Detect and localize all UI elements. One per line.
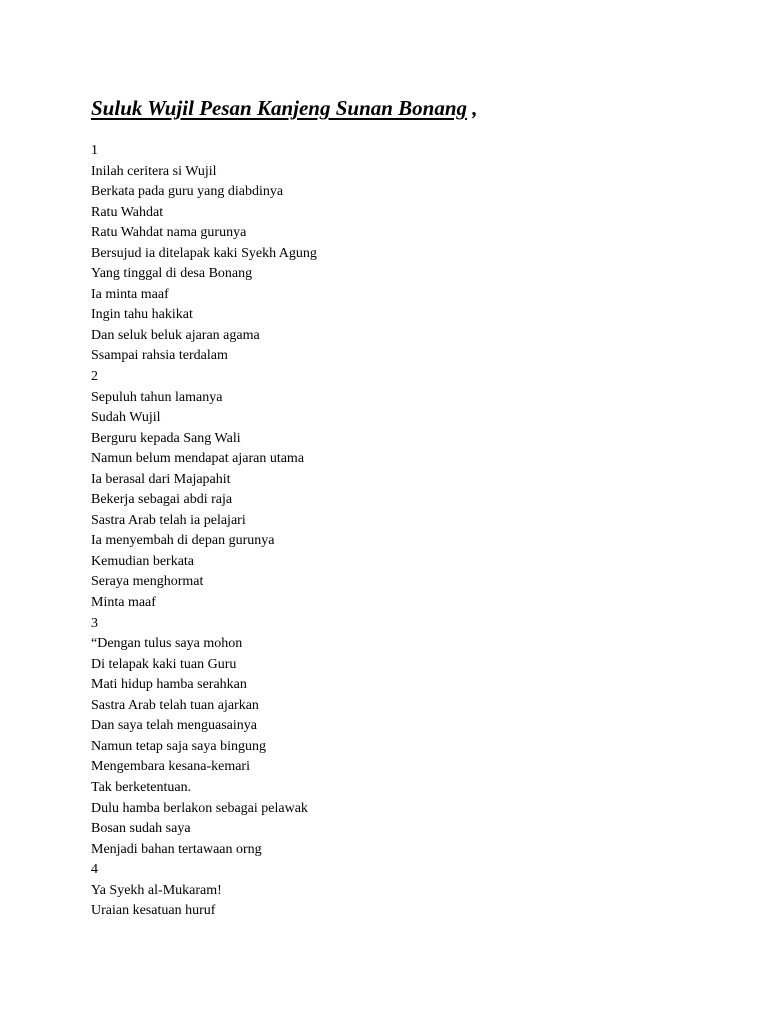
poem-line: Dulu hamba berlakon sebagai pelawak [91,800,308,816]
poem-line: Bekerja sebagai abdi raja [91,492,233,508]
document-title-text: Suluk Wujil Pesan Kanjeng Sunan Bonang [91,96,468,120]
poem-line: Yang tinggal di desa Bonang [91,266,253,282]
poem-line: Ratu Wahdat nama gurunya [91,225,247,241]
poem-line: Berguru kepada Sang Wali [91,430,241,446]
poem-line: Namun belum mendapat ajaran utama [91,451,305,467]
poem-line: Tak berketentuan. [91,779,192,795]
poem-line: Ingin tahu hakikat [91,307,193,323]
poem-line: Sastra Arab telah tuan ajarkan [91,697,259,713]
poem-line: Kemudian berkata [91,553,195,569]
poem-line: Minta maaf [91,595,156,611]
poem-line: Sepuluh tahun lamanya [91,389,223,405]
document-title-suffix: , [467,96,478,120]
poem-line: Ia berasal dari Majapahit [91,471,231,487]
poem-line: Di telapak kaki tuan Guru [91,656,237,672]
poem-line: Bosan sudah saya [91,821,191,837]
poem-line: Ratu Wahdat [91,204,164,220]
poem-line: Seraya menghormat [91,574,204,590]
document-title [91,95,478,121]
poem-line: Dan seluk beluk ajaran agama [91,327,260,343]
poem-lines [91,141,317,922]
poem-line: Sudah Wujil [91,410,161,426]
poem-line: Ssampai rahsia terdalam [91,348,228,364]
poem-line: Bersujud ia ditelapak kaki Syekh Agung [91,245,317,261]
stanza-number: 2 [91,369,98,385]
poem-line: Namun tetap saja saya bingung [91,738,266,754]
poem-line: Berkata pada guru yang diabdinya [91,184,284,200]
poem-line: Ia menyembah di depan gurunya [91,533,275,549]
poem-line: Ia minta maaf [91,286,169,302]
poem-line: Dan saya telah menguasainya [91,718,257,734]
poem-line: Menjadi bahan tertawaan orng [91,841,262,857]
poem-line: Mati hidup hamba serahkan [91,677,247,693]
poem-line: Sastra Arab telah ia pelajari [91,512,246,528]
stanza-number: 4 [91,862,98,878]
stanza-number: 1 [91,143,98,158]
poem-line: Uraian kesatuan huruf [91,903,216,919]
stanza-number: 3 [91,615,98,631]
poem-line: Inilah ceritera si Wujil [91,163,217,179]
poem-line: “Dengan tulus saya mohon [91,636,243,652]
poem-line: Mengembara kesana-kemari [91,759,250,775]
poem-line: Ya Syekh al-Mukaram! [91,882,222,898]
